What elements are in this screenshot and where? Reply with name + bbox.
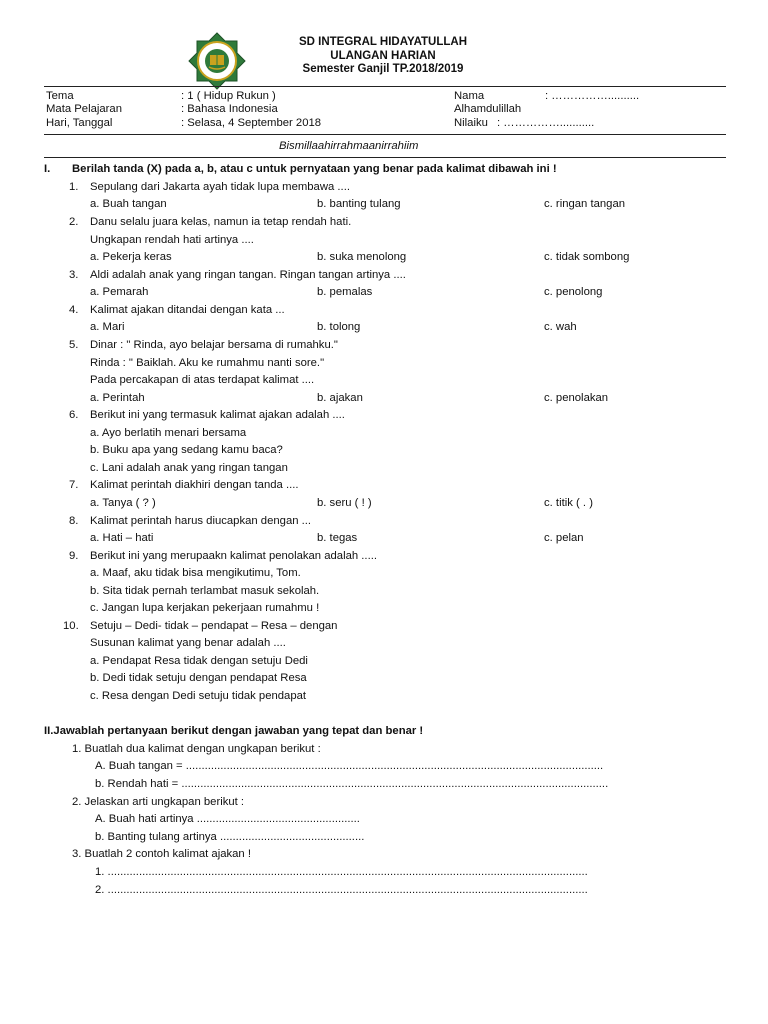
section1-instruction: Berilah tanda (X) pada a, b, atau c untuk pernyataan yang benar pada kalimat dibawah ini ! (72, 163, 557, 175)
info-value-date: : Selasa, 4 September 2018 (181, 117, 322, 129)
s2-q1-b-answer[interactable]: b. Rendah hati = ........................................................................................................................................ (95, 778, 609, 790)
q10-text: Setuju – Dedi- tidak – pendapat – Resa – dengan (90, 620, 338, 632)
q4-number: 4. (69, 304, 79, 316)
section1-number: I. (44, 163, 51, 175)
semester-label: Semester Ganjil TP.2018/2019 (302, 63, 464, 75)
q8-option-a[interactable]: a. Hati – hati (90, 532, 154, 544)
q2-option-a[interactable]: a. Pekerja keras (90, 251, 172, 263)
q5-text-3: Pada percakapan di atas terdapat kalimat .... (90, 374, 315, 386)
section2-instruction: II.Jawablah pertanyaan berikut dengan jawaban yang tepat dan benar ! (44, 725, 424, 737)
q9-number: 9. (69, 550, 79, 562)
s2-q3-answer-2[interactable]: 2. ......................................................................................................................................................... (95, 884, 588, 896)
q1-option-a[interactable]: a. Buah tangan (90, 198, 167, 210)
q6-option-c[interactable]: c. Lani adalah anak yang ringan tangan (90, 462, 288, 474)
q5-text-2: Rinda : " Baiklah. Aku ke rumahmu nanti sore." (90, 357, 325, 369)
q5-option-b[interactable]: b. ajakan (317, 392, 363, 404)
q3-option-b[interactable]: b. pemalas (317, 286, 373, 298)
q2-option-c[interactable]: c. tidak sombong (544, 251, 630, 263)
info-value-nilai[interactable]: : ……………........... (497, 117, 595, 129)
q8-option-c[interactable]: c. pelan (544, 532, 584, 544)
info-value-tema: : 1 ( Hidup Rukun ) (181, 90, 276, 102)
info-rule-2 (44, 157, 726, 158)
q2-text-2: Ungkapan rendah hati artinya .... (90, 234, 254, 246)
q7-text: Kalimat perintah diakhiri dengan tanda .... (90, 479, 299, 491)
q5-text: Dinar : " Rinda, ayo belajar bersama di rumahku." (90, 339, 338, 351)
q3-option-c[interactable]: c. penolong (544, 286, 603, 298)
q4-text: Kalimat ajakan ditandai dengan kata ... (90, 304, 285, 316)
q4-option-b[interactable]: b. tolong (317, 321, 361, 333)
q2-option-b[interactable]: b. suka menolong (317, 251, 407, 263)
basmalah: Bismillaahirrahmaanirrahiim (279, 140, 419, 152)
info-label-tema: Tema (46, 90, 74, 102)
s2-q2: 2. Jelaskan arti ungkapan berikut : (72, 796, 245, 808)
q4-option-a[interactable]: a. Mari (90, 321, 125, 333)
q1-option-b[interactable]: b. banting tulang (317, 198, 401, 210)
q10-option-b[interactable]: b. Dedi tidak setuju dengan pendapat Resa (90, 672, 307, 684)
q9-option-a[interactable]: a. Maaf, aku tidak bisa mengikutimu, Tom. (90, 567, 301, 579)
q6-option-b[interactable]: b. Buku apa yang sedang kamu baca? (90, 444, 283, 456)
q5-option-c[interactable]: c. penolakan (544, 392, 609, 404)
s2-q1-a-answer[interactable]: A. Buah tangan = ..................................................................................................................................... (95, 760, 604, 772)
q10-option-c[interactable]: c. Resa dengan Dedi setuju tidak pendapat (90, 690, 307, 702)
info-label-mapel: Mata Pelajaran (46, 103, 122, 115)
q1-option-c[interactable]: c. ringan tangan (544, 198, 626, 210)
info-label-date: Hari, Tanggal (46, 117, 113, 129)
q8-text: Kalimat perintah harus diucapkan dengan ... (90, 515, 312, 527)
q8-option-b[interactable]: b. tegas (317, 532, 358, 544)
q7-number: 7. (69, 479, 79, 491)
q1-number: 1. (69, 181, 79, 193)
info-label-nama: Nama (454, 90, 485, 102)
exam-title: ULANGAN HARIAN (330, 50, 436, 62)
q8-number: 8. (69, 515, 79, 527)
q10-number: 10. (63, 620, 79, 632)
q3-number: 3. (69, 269, 79, 281)
info-alhamdulillah: Alhamdulillah (454, 103, 522, 115)
q10-option-a[interactable]: a. Pendapat Resa tidak dengan setuju Dedi (90, 655, 308, 667)
school-name: SD INTEGRAL HIDAYATULLAH (298, 36, 468, 48)
s2-q3-answer-1[interactable]: 1. ......................................................................................................................................................... (95, 866, 588, 878)
s2-q2-a-answer[interactable]: A. Buah hati artinya .................................................... (95, 813, 360, 825)
info-rule-1 (44, 134, 726, 135)
q9-option-c[interactable]: c. Jangan lupa kerjakan pekerjaan rumahmu ! (90, 602, 320, 614)
q7-option-b[interactable]: b. seru ( ! ) (317, 497, 372, 509)
q9-text: Berikut ini yang merupaakn kalimat penolakan adalah ..... (90, 550, 377, 562)
info-value-mapel: : Bahasa Indonesia (181, 103, 278, 115)
q5-number: 5. (69, 339, 79, 351)
info-value-nama[interactable]: : …………….......... (545, 90, 640, 102)
q9-option-b[interactable]: b. Sita tidak pernah terlambat masuk sekolah. (90, 585, 320, 597)
header-rule (44, 86, 726, 87)
q6-number: 6. (69, 409, 79, 421)
q7-option-c[interactable]: c. titik ( . ) (544, 497, 593, 509)
s2-q2-b-answer[interactable]: b. Banting tulang artinya .............................................. (95, 831, 365, 843)
s2-q1: 1. Buatlah dua kalimat dengan ungkapan berikut : (72, 743, 321, 755)
q3-text: Aldi adalah anak yang ringan tangan. Ringan tangan artinya .... (90, 269, 406, 281)
q2-text: Danu selalu juara kelas, namun ia tetap rendah hati. (90, 216, 352, 228)
q7-option-a[interactable]: a. Tanya ( ? ) (90, 497, 156, 509)
q10-text-2: Susunan kalimat yang benar adalah .... (90, 637, 286, 649)
info-label-nilai: Nilaiku (454, 117, 488, 129)
q4-option-c[interactable]: c. wah (544, 321, 577, 333)
q6-option-a[interactable]: a. Ayo berlatih menari bersama (90, 427, 247, 439)
q5-option-a[interactable]: a. Perintah (90, 392, 145, 404)
school-logo (187, 31, 247, 91)
s2-q3: 3. Buatlah 2 contoh kalimat ajakan ! (72, 848, 251, 860)
q2-number: 2. (69, 216, 79, 228)
q1-text: Sepulang dari Jakarta ayah tidak lupa membawa .... (90, 181, 350, 193)
q6-text: Berikut ini yang termasuk kalimat ajakan adalah .... (90, 409, 345, 421)
q3-option-a[interactable]: a. Pemarah (90, 286, 149, 298)
